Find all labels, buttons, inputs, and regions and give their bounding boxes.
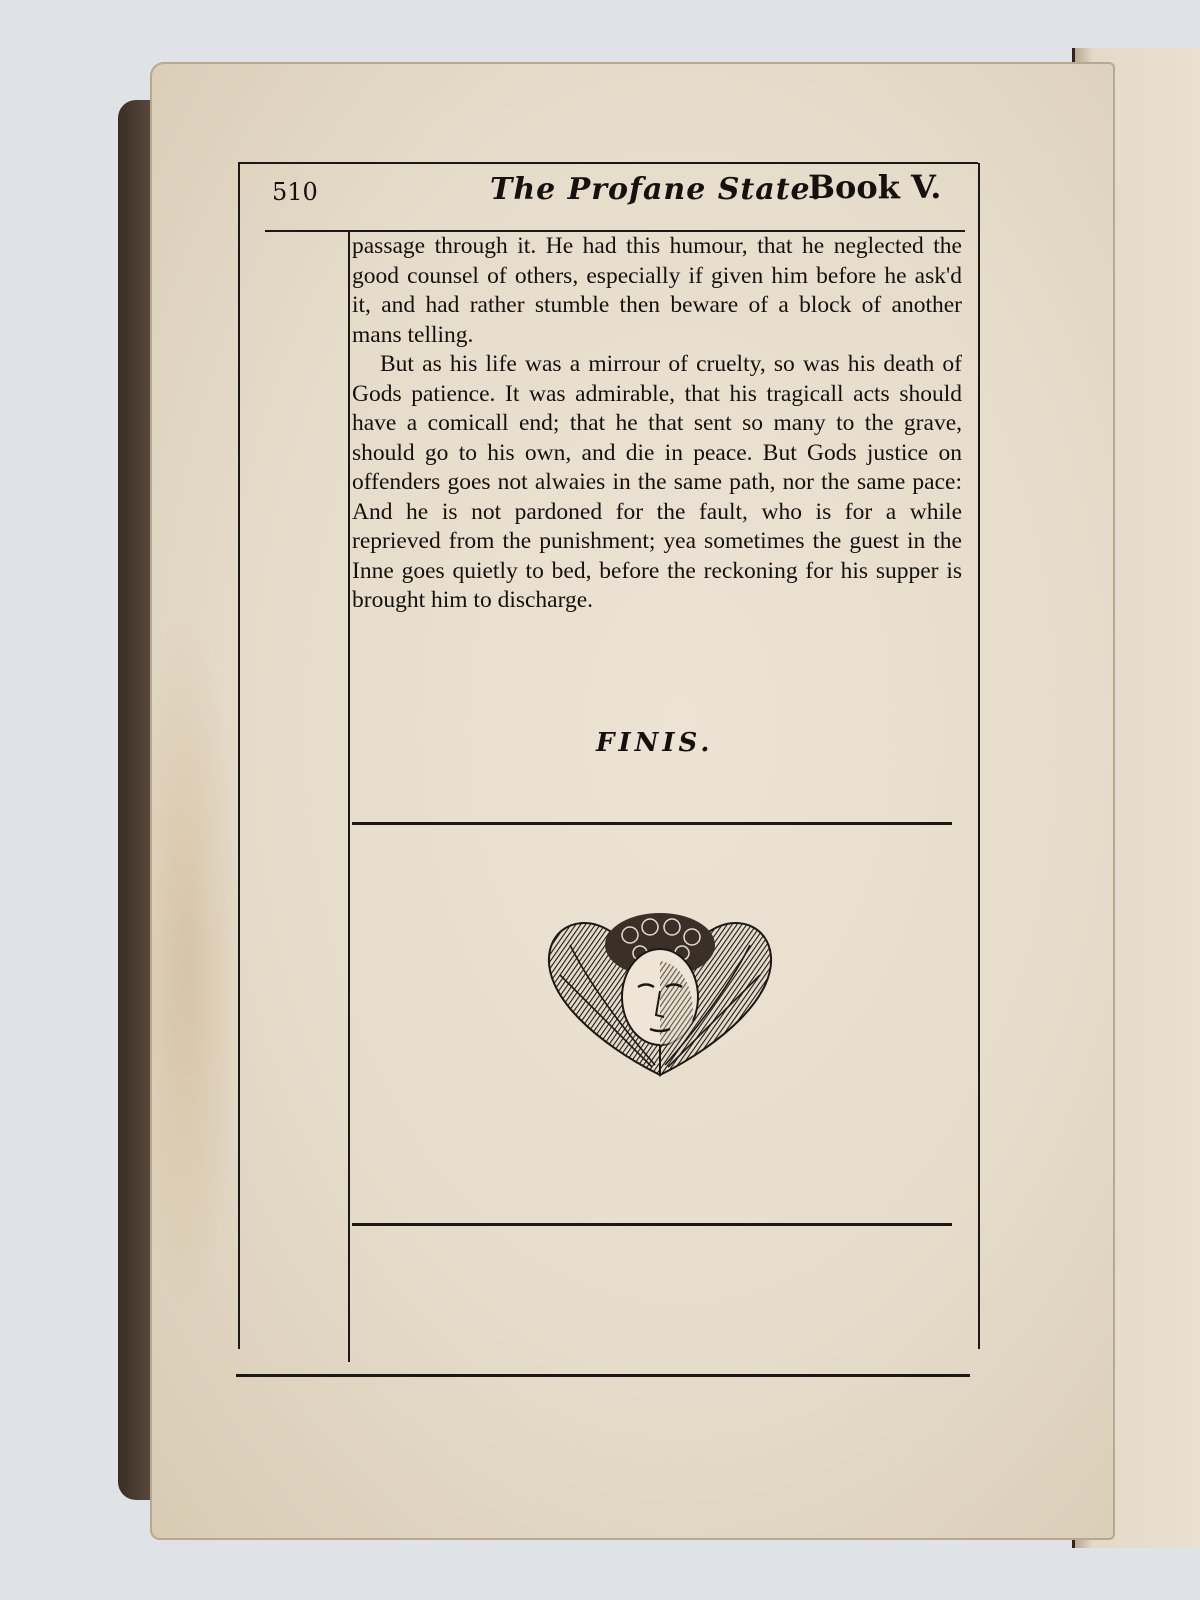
paragraph-1: passage through it. He had this humour, that he neglected the good counsel of others, especially if given him before he ask'd it, and had rather stumble then beware of a block of another mans telling. (352, 233, 962, 348)
frame-bottom-rule (236, 1374, 970, 1377)
page-number: 510 (272, 178, 318, 206)
body-text (352, 232, 962, 616)
finis-label: FINIS. (596, 728, 714, 758)
book-label: Book V. (808, 168, 942, 206)
winged-cherub-head-icon (540, 905, 780, 1085)
paragraph-2: But as his life was a mirrour of cruelty, so was his death of Gods patience. It was admirable, that his tragicall acts should have a comicall end; that he that sent so many to the grave, should go to his own, and die in peace. But Gods justice on offenders goes not alwaies in the same path, nor the same pace: And he is not pardoned for the fault, who is for a while reprieved from the punishment; yea sometimes the guest in the Inne goes quietly to bed, before the reckoning for his supper is brought him to discharge. (352, 351, 962, 613)
running-header (260, 168, 960, 218)
running-title: The Profane State. (490, 172, 823, 207)
margin-rule (348, 232, 350, 1362)
